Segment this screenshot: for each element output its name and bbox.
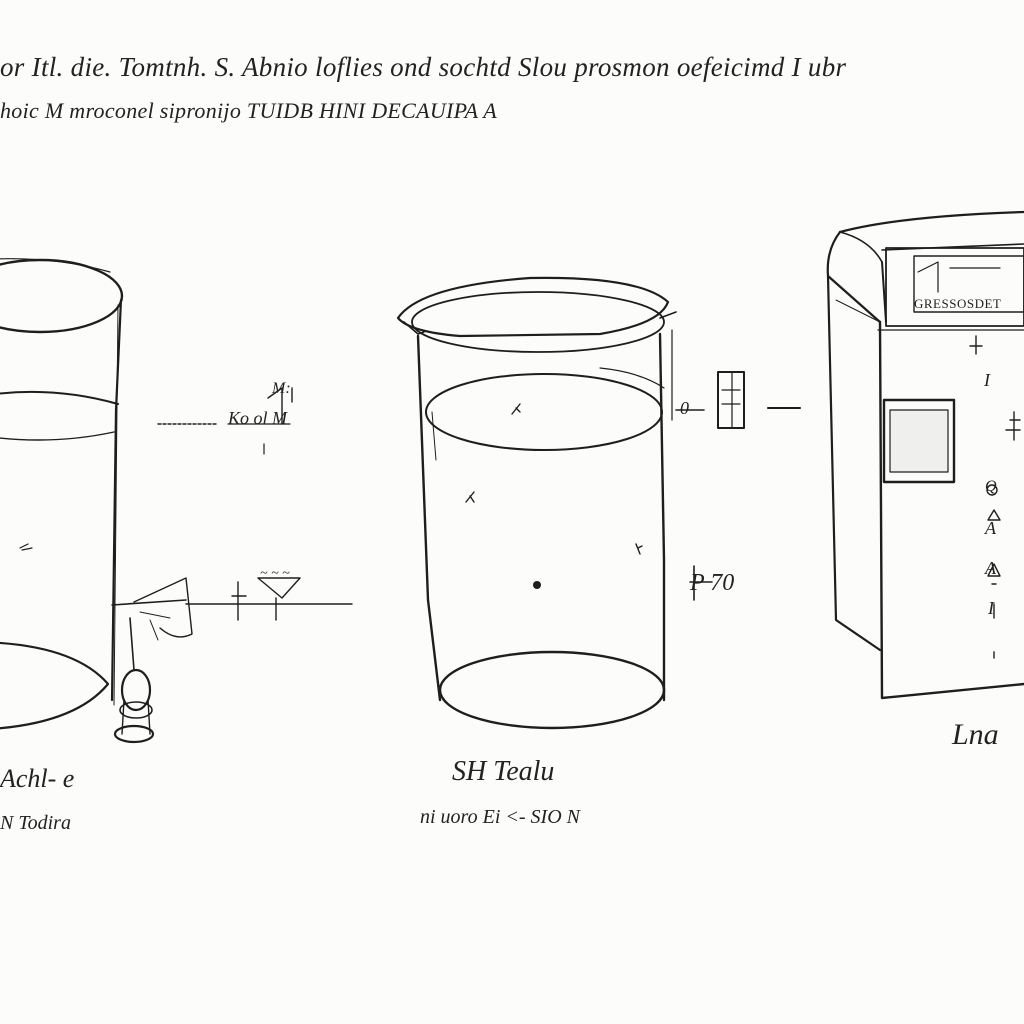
middle-caption-1: SH Tealu [452, 756, 555, 787]
middle-beaker [398, 278, 676, 728]
beaker-particle [533, 581, 541, 589]
left-pipe-top-label: Ko ol M [228, 408, 288, 428]
left-pipe-top-small-label: M: [272, 380, 291, 397]
cabinet-side-mark-2: Q [985, 478, 997, 495]
middle-right-top-label: 0 [680, 398, 689, 418]
header-caption-line-1: or Itl. die. Tomtnh. S. Abnio loflies ond sochtd Slou prosmon oefeicimd I ubr [0, 52, 847, 82]
cabinet-panel-label: GRESSOSDET [914, 296, 1002, 311]
middle-caption-2: ni uoro Ei <- SIO N [420, 806, 580, 828]
left-cylinder [0, 259, 122, 730]
cabinet [828, 212, 1024, 698]
header-caption-line-2: hoic M mroconel sipronijo TUIDB HINI DECAUIPA A [0, 98, 498, 123]
left-pipe-bottom-label: ~ ~ ~ [260, 566, 290, 581]
cabinet-caption: Lna [952, 718, 999, 751]
valve-fixture [112, 578, 192, 742]
cabinet-side-mark-4: A [985, 558, 996, 578]
connector-lines-right [676, 372, 800, 600]
middle-right-bottom-label: P 70 [690, 570, 735, 596]
cabinet-side-mark-3: A [985, 518, 996, 538]
cabinet-side-mark-1: I [984, 370, 990, 390]
left-caption-2: N Todira [0, 812, 71, 834]
cabinet-side-mark-5: I [988, 598, 994, 618]
left-caption-1: Achl- e [0, 764, 75, 793]
